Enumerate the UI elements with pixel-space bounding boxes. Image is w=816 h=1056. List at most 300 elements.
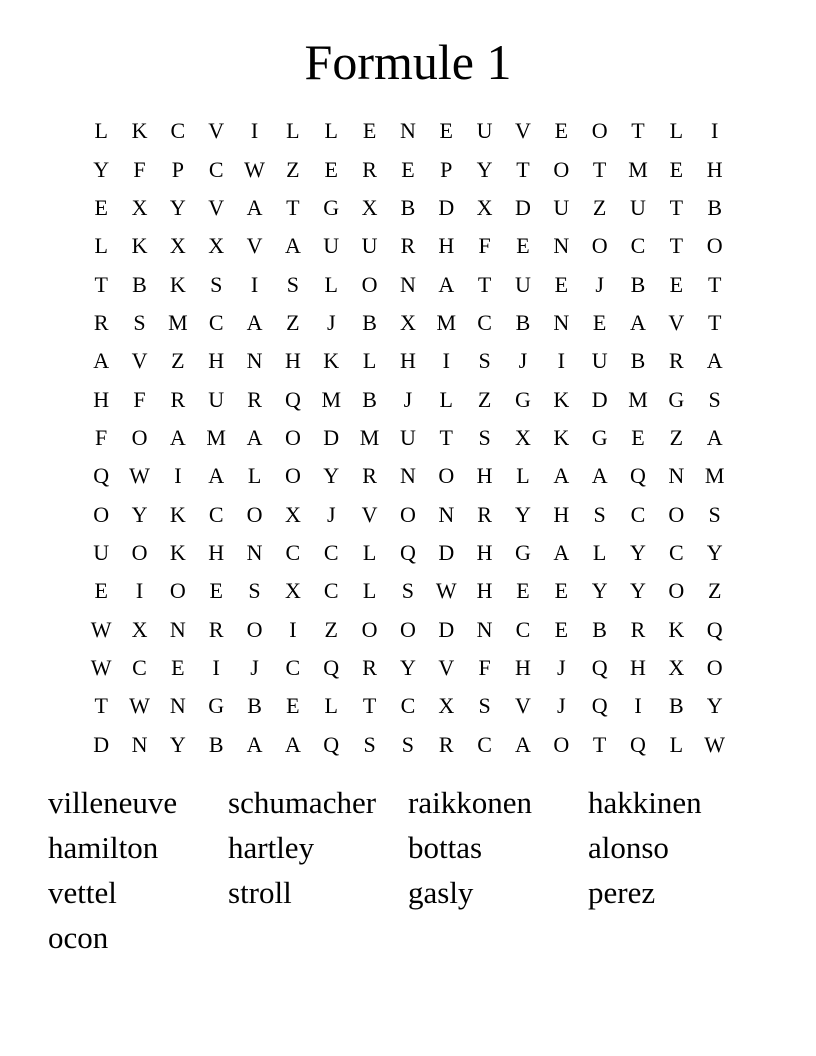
puzzle-title: Formule 1 [304, 34, 512, 90]
grid-letter[interactable]: O [591, 233, 608, 259]
grid-letter[interactable]: I [634, 693, 642, 719]
grid-letter[interactable]: J [595, 271, 604, 297]
grid-letter[interactable]: O [131, 539, 148, 565]
grid-letter[interactable]: Z [707, 578, 722, 604]
grid-letter[interactable]: T [94, 271, 108, 297]
grid-letter[interactable]: N [169, 616, 186, 642]
grid-letter[interactable]: O [668, 578, 685, 604]
grid-letter[interactable]: U [515, 271, 531, 297]
word-list-item: raikkonen [408, 785, 532, 820]
grid-letter[interactable]: M [321, 386, 342, 412]
grid-letter[interactable]: V [515, 118, 531, 144]
grid-letter[interactable]: A [284, 233, 301, 259]
grid-letter[interactable]: O [284, 463, 301, 489]
grid-letter[interactable]: S [401, 731, 415, 757]
grid-letter[interactable]: R [170, 386, 186, 412]
grid-letter[interactable]: D [438, 539, 455, 565]
grid-letter[interactable]: Y [630, 539, 646, 565]
grid-letter[interactable]: T [669, 194, 684, 220]
grid-letter[interactable]: W [129, 463, 150, 489]
grid-letter[interactable]: T [516, 156, 530, 182]
grid-letter[interactable]: X [208, 233, 225, 259]
grid-letter[interactable]: C [285, 539, 301, 565]
grid-letter[interactable]: W [435, 578, 457, 604]
grid-letter[interactable]: C [477, 309, 492, 335]
grid-letter[interactable]: I [174, 463, 182, 489]
grid-letter[interactable]: J [557, 654, 566, 680]
grid-letter[interactable]: S [478, 348, 491, 374]
grid-letter[interactable]: E [439, 118, 453, 144]
grid-letter[interactable]: K [131, 118, 148, 144]
grid-letter[interactable]: E [516, 578, 530, 604]
grid-letter[interactable]: O [93, 501, 110, 527]
grid-letter[interactable]: P [440, 156, 453, 182]
grid-letter[interactable]: O [169, 578, 186, 604]
word-list-item: hakkinen [588, 785, 702, 820]
grid-letter[interactable]: L [94, 118, 108, 144]
grid-letter[interactable]: Q [284, 386, 301, 412]
grid-letter[interactable]: J [518, 348, 528, 374]
word-list-item: vettel [48, 875, 117, 910]
grid-letter[interactable]: B [132, 271, 147, 297]
grid-letter[interactable]: C [515, 616, 531, 642]
grid-letter[interactable]: D [438, 194, 455, 220]
grid-letter[interactable]: A [169, 424, 186, 450]
grid-letter[interactable]: N [246, 539, 263, 565]
grid-letter[interactable]: W [704, 731, 726, 757]
grid-letter[interactable]: D [438, 616, 455, 642]
grid-letter[interactable]: E [669, 271, 684, 297]
grid-letter[interactable]: S [363, 731, 376, 757]
grid-letter[interactable]: S [133, 309, 146, 335]
grid-letter[interactable]: M [436, 309, 457, 335]
grid-letter[interactable]: O [361, 271, 378, 297]
grid-letter[interactable]: Z [669, 424, 684, 450]
grid-letter[interactable]: E [324, 156, 338, 182]
grid-letter[interactable]: X [131, 616, 148, 642]
grid-letter[interactable]: M [168, 309, 188, 335]
grid-letter[interactable]: S [248, 578, 261, 604]
grid-letter[interactable]: B [208, 731, 224, 757]
grid-letter[interactable]: R [438, 731, 454, 757]
grid-letter[interactable]: B [592, 616, 607, 642]
grid-letter[interactable]: Y [515, 501, 531, 527]
grid-letter[interactable]: R [362, 463, 377, 489]
grid-letter[interactable]: A [246, 731, 263, 757]
grid-letter[interactable]: O [399, 616, 416, 642]
grid-letter[interactable]: Q [591, 693, 608, 719]
grid-letter[interactable]: H [399, 348, 416, 374]
grid-letter[interactable]: R [477, 501, 492, 527]
grid-letter[interactable]: N [553, 309, 570, 335]
grid-letter[interactable]: R [247, 386, 262, 412]
grid-letter[interactable]: W [90, 654, 112, 680]
grid-letter[interactable]: N [399, 271, 416, 297]
grid-letter[interactable]: V [361, 501, 378, 527]
grid-letter[interactable]: Q [399, 539, 416, 565]
grid-letter[interactable]: L [362, 348, 377, 374]
grid-letter[interactable]: F [478, 233, 491, 259]
grid-letter[interactable]: T [477, 271, 492, 297]
grid-letter[interactable]: C [132, 654, 147, 680]
grid-letter[interactable]: I [711, 118, 719, 144]
grid-letter[interactable]: C [477, 731, 492, 757]
grid-letter[interactable]: N [553, 233, 570, 259]
grid-letter[interactable]: Y [630, 578, 646, 604]
grid-letter[interactable]: P [171, 156, 184, 182]
grid-letter[interactable]: E [669, 156, 684, 182]
grid-letter[interactable]: Y [591, 578, 608, 604]
grid-letter[interactable]: M [628, 386, 648, 412]
grid-letter[interactable]: K [169, 539, 186, 565]
grid-letter[interactable]: I [250, 271, 259, 297]
grid-letter[interactable]: F [133, 156, 146, 182]
grid-letter[interactable]: O [553, 156, 570, 182]
grid-letter[interactable]: U [208, 386, 225, 412]
word-list-item: gasly [408, 875, 474, 910]
grid-letter[interactable]: Z [286, 156, 300, 182]
grid-letter[interactable]: V [438, 654, 455, 680]
letter-grid [82, 112, 734, 764]
grid-letter[interactable]: N [438, 501, 455, 527]
grid-letter[interactable]: Z [286, 309, 300, 335]
grid-letter[interactable]: H [630, 654, 646, 680]
grid-letter[interactable]: S [708, 501, 721, 527]
grid-letter[interactable]: G [323, 194, 340, 220]
grid-letter[interactable]: D [591, 386, 608, 412]
grid-letter[interactable]: Y [169, 731, 186, 757]
grid-letter[interactable]: H [476, 578, 493, 604]
grid-letter[interactable]: L [592, 539, 607, 565]
grid-letter[interactable]: I [212, 654, 220, 680]
grid-letter[interactable]: X [399, 309, 416, 335]
grid-letter[interactable]: A [553, 539, 570, 565]
grid-letter[interactable]: C [630, 501, 646, 527]
grid-letter[interactable]: R [208, 616, 224, 642]
grid-letter[interactable]: H [208, 539, 225, 565]
grid-letter[interactable]: T [592, 731, 607, 757]
word-list [48, 782, 768, 962]
grid-letter[interactable]: G [208, 693, 225, 719]
grid-letter[interactable]: H [208, 348, 225, 374]
grid-letter[interactable]: C [208, 501, 224, 527]
grid-letter[interactable]: E [516, 233, 530, 259]
grid-letter[interactable]: F [133, 386, 146, 412]
grid-letter[interactable]: R [630, 616, 646, 642]
grid-letter[interactable]: D [515, 194, 531, 220]
word-list-item: hartley [228, 830, 315, 865]
grid-letter[interactable]: L [362, 539, 377, 565]
grid-letter[interactable]: Y [706, 539, 723, 565]
grid-letter[interactable]: K [169, 501, 186, 527]
grid-letter[interactable]: L [94, 233, 108, 259]
grid-letter[interactable]: G [515, 539, 531, 565]
word-list-item: hamilton [48, 830, 159, 865]
grid-letter[interactable]: T [707, 271, 722, 297]
grid-letter[interactable]: A [553, 463, 570, 489]
grid-letter[interactable]: U [323, 233, 340, 259]
grid-letter[interactable]: Y [476, 156, 493, 182]
grid-letter[interactable]: I [442, 348, 450, 374]
grid-letter[interactable]: N [668, 463, 685, 489]
grid-letter[interactable]: C [208, 309, 224, 335]
grid-letter[interactable]: H [553, 501, 570, 527]
grid-letter[interactable]: X [515, 424, 531, 450]
grid-letter[interactable]: U [591, 348, 608, 374]
grid-letter[interactable]: A [284, 731, 301, 757]
grid-letter[interactable]: A [438, 271, 455, 297]
grid-letter[interactable]: R [400, 233, 416, 259]
grid-letter[interactable]: E [554, 271, 569, 297]
grid-letter[interactable]: V [246, 233, 263, 259]
grid-letter[interactable]: X [361, 194, 378, 220]
grid-letter[interactable]: I [557, 348, 565, 374]
grid-letter[interactable]: G [591, 424, 608, 450]
grid-letter[interactable]: H [284, 348, 301, 374]
grid-letter[interactable]: Y [399, 654, 416, 680]
grid-letter[interactable]: E [209, 578, 223, 604]
grid-letter[interactable]: W [244, 156, 265, 182]
grid-letter[interactable]: V [208, 118, 225, 144]
grid-letter[interactable]: O [438, 463, 455, 489]
grid-letter[interactable]: O [131, 424, 148, 450]
grid-letter[interactable]: B [668, 693, 684, 719]
grid-letter[interactable]: J [326, 309, 336, 335]
grid-letter[interactable]: B [515, 309, 531, 335]
grid-letter[interactable]: M [206, 424, 226, 450]
grid-letter[interactable]: Y [323, 463, 340, 489]
grid-letter[interactable]: K [553, 386, 570, 412]
grid-letter[interactable]: T [669, 233, 684, 259]
grid-letter[interactable]: K [323, 348, 340, 374]
grid-letter[interactable]: Q [630, 463, 646, 489]
grid-letter[interactable]: C [400, 693, 416, 719]
grid-letter[interactable]: O [246, 501, 263, 527]
grid-letter[interactable]: L [247, 463, 262, 489]
grid-letter[interactable]: L [324, 693, 338, 719]
grid-letter[interactable]: W [90, 616, 112, 642]
grid-letter[interactable]: S [478, 424, 491, 450]
grid-letter[interactable]: E [94, 578, 108, 604]
grid-letter[interactable]: V [131, 348, 148, 374]
grid-letter[interactable]: J [326, 501, 336, 527]
grid-letter[interactable]: Z [171, 348, 185, 374]
word-list-item: bottas [408, 830, 483, 865]
grid-letter[interactable]: X [284, 501, 301, 527]
grid-letter[interactable]: R [362, 156, 377, 182]
grid-letter[interactable]: R [362, 654, 377, 680]
grid-letter[interactable]: T [707, 309, 722, 335]
grid-letter[interactable]: Q [93, 463, 110, 489]
grid-letter[interactable]: A [630, 309, 646, 335]
grid-letter[interactable]: C [668, 539, 684, 565]
grid-letter[interactable]: D [93, 731, 110, 757]
grid-letter[interactable]: V [208, 194, 225, 220]
grid-letter[interactable]: H [515, 654, 531, 680]
grid-letter[interactable]: Z [477, 386, 492, 412]
grid-letter[interactable]: O [284, 424, 301, 450]
grid-letter[interactable]: Q [323, 654, 340, 680]
grid-letter[interactable]: M [359, 424, 380, 450]
grid-letter[interactable]: X [438, 693, 455, 719]
grid-letter[interactable]: N [399, 463, 416, 489]
grid-letter[interactable]: O [399, 501, 416, 527]
grid-letter[interactable]: G [515, 386, 531, 412]
grid-letter[interactable]: N [399, 118, 416, 144]
grid-letter[interactable]: E [554, 578, 569, 604]
grid-letter[interactable]: U [630, 194, 646, 220]
grid-letter[interactable]: Q [591, 654, 608, 680]
grid-letter[interactable]: A [706, 348, 723, 374]
grid-letter[interactable]: B [707, 194, 723, 220]
grid-letter[interactable]: F [95, 424, 108, 450]
grid-letter[interactable]: I [135, 578, 144, 604]
grid-letter[interactable]: X [668, 654, 685, 680]
grid-letter[interactable]: W [129, 693, 150, 719]
grid-letter[interactable]: K [668, 616, 685, 642]
grid-letter[interactable]: E [554, 118, 569, 144]
grid-letter[interactable]: K [169, 271, 186, 297]
grid-letter[interactable]: Y [93, 156, 110, 182]
grid-letter[interactable]: J [250, 654, 259, 680]
grid-letter[interactable]: U [399, 424, 416, 450]
grid-letter[interactable]: O [668, 501, 685, 527]
grid-letter[interactable]: S [478, 693, 491, 719]
grid-letter[interactable]: C [323, 539, 339, 565]
grid-letter[interactable]: Z [592, 194, 607, 220]
grid-letter[interactable]: B [247, 693, 262, 719]
grid-letter[interactable]: J [557, 693, 566, 719]
grid-letter[interactable]: S [401, 578, 415, 604]
grid-letter[interactable]: D [323, 424, 340, 450]
grid-letter[interactable]: G [668, 386, 685, 412]
grid-letter[interactable]: M [628, 156, 648, 182]
grid-letter[interactable]: K [553, 424, 570, 450]
grid-letter[interactable]: T [592, 156, 607, 182]
grid-letter[interactable]: I [289, 616, 297, 642]
grid-letter[interactable]: S [708, 386, 721, 412]
grid-letter[interactable]: U [553, 194, 570, 220]
grid-letter[interactable]: E [362, 118, 377, 144]
grid-letter[interactable]: Y [706, 693, 723, 719]
grid-letter[interactable]: O [553, 731, 570, 757]
grid-letter[interactable]: B [400, 194, 416, 220]
grid-letter[interactable]: H [93, 386, 110, 412]
grid-letter[interactable]: L [324, 271, 338, 297]
grid-letter[interactable]: M [704, 463, 725, 489]
grid-letter[interactable]: L [324, 118, 338, 144]
grid-letter[interactable]: S [210, 271, 223, 297]
grid-letter[interactable]: O [246, 616, 263, 642]
grid-letter[interactable]: O [591, 118, 608, 144]
grid-letter[interactable]: L [516, 463, 530, 489]
grid-letter[interactable]: A [93, 348, 110, 374]
grid-letter[interactable]: H [706, 156, 723, 182]
grid-letter[interactable]: E [631, 424, 645, 450]
grid-letter[interactable]: U [476, 118, 493, 144]
grid-letter[interactable]: X [169, 233, 186, 259]
grid-letter[interactable]: N [246, 348, 263, 374]
grid-letter[interactable]: N [131, 731, 148, 757]
grid-letter[interactable]: N [476, 616, 493, 642]
grid-letter[interactable]: V [515, 693, 531, 719]
grid-letter[interactable]: X [476, 194, 493, 220]
grid-letter[interactable]: E [94, 194, 108, 220]
grid-letter[interactable]: T [631, 118, 645, 144]
grid-letter[interactable]: Y [131, 501, 148, 527]
grid-letter[interactable]: B [630, 348, 646, 374]
grid-letter[interactable]: F [478, 654, 491, 680]
grid-letter[interactable]: H [476, 463, 493, 489]
grid-letter[interactable]: L [669, 118, 684, 144]
grid-letter[interactable]: X [131, 194, 148, 220]
grid-letter[interactable]: X [284, 578, 301, 604]
grid-letter[interactable]: A [246, 194, 263, 220]
grid-letter[interactable]: C [323, 578, 339, 604]
grid-letter[interactable]: E [554, 616, 569, 642]
grid-letter[interactable]: K [131, 233, 148, 259]
grid-letter[interactable]: T [362, 693, 377, 719]
grid-letter[interactable]: A [706, 424, 723, 450]
grid-letter[interactable]: A [591, 463, 608, 489]
grid-letter[interactable]: J [403, 386, 413, 412]
grid-letter[interactable]: O [706, 233, 723, 259]
grid-letter[interactable]: L [362, 578, 377, 604]
grid-letter[interactable]: E [592, 309, 607, 335]
grid-letter[interactable]: C [208, 156, 224, 182]
grid-letter[interactable]: A [246, 309, 263, 335]
grid-letter[interactable]: C [630, 233, 646, 259]
grid-letter[interactable]: C [170, 118, 186, 144]
grid-letter[interactable]: L [286, 118, 300, 144]
grid-letter[interactable]: C [285, 654, 301, 680]
grid-letter[interactable]: A [208, 463, 225, 489]
grid-letter[interactable]: I [250, 118, 259, 144]
grid-letter[interactable]: O [361, 616, 378, 642]
grid-letter[interactable]: E [401, 156, 415, 182]
grid-letter[interactable]: R [93, 309, 109, 335]
grid-letter[interactable]: E [171, 654, 185, 680]
grid-letter[interactable]: B [630, 271, 646, 297]
grid-letter[interactable]: L [669, 731, 684, 757]
grid-letter[interactable]: U [361, 233, 378, 259]
grid-letter[interactable]: A [515, 731, 531, 757]
grid-letter[interactable]: A [246, 424, 263, 450]
grid-letter[interactable]: Y [169, 194, 186, 220]
grid-letter[interactable]: N [169, 693, 186, 719]
grid-letter[interactable]: T [94, 693, 108, 719]
grid-letter[interactable]: Q [706, 616, 723, 642]
grid-letter[interactable]: S [593, 501, 606, 527]
grid-letter[interactable]: E [286, 693, 300, 719]
grid-letter[interactable]: O [706, 654, 723, 680]
grid-letter[interactable]: T [439, 424, 453, 450]
grid-letter[interactable]: U [93, 539, 110, 565]
grid-letter[interactable]: H [438, 233, 455, 259]
word-list-item: ocon [48, 920, 109, 955]
grid-letter[interactable]: Z [324, 616, 338, 642]
grid-letter[interactable]: Q [323, 731, 340, 757]
grid-letter[interactable]: H [476, 539, 493, 565]
grid-letter[interactable]: B [362, 309, 377, 335]
grid-letter[interactable]: L [439, 386, 453, 412]
grid-letter[interactable]: Q [630, 731, 646, 757]
grid-letter[interactable]: V [668, 309, 685, 335]
grid-letter[interactable]: T [286, 194, 300, 220]
grid-letter[interactable]: B [362, 386, 377, 412]
grid-letter[interactable]: R [668, 348, 684, 374]
grid-letter[interactable]: S [286, 271, 300, 297]
